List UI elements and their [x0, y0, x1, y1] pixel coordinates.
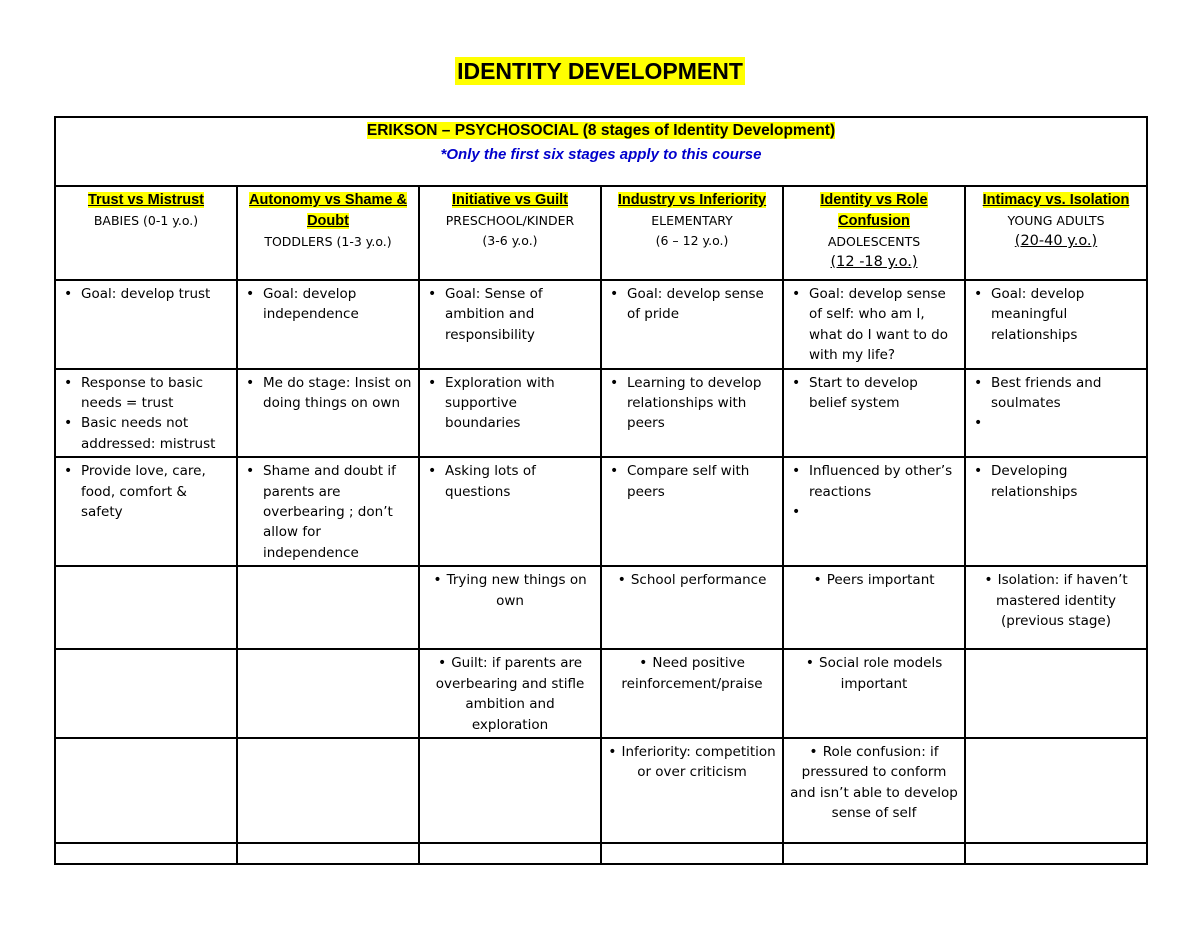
bullet-list: [244, 284, 412, 325]
header-main: ERIKSON – PSYCHOSOCIAL (8 stages of Identity Development): [366, 122, 836, 139]
content-cell: [965, 369, 1147, 458]
empty-cell: [237, 843, 419, 864]
stage-cell: [237, 186, 419, 280]
content-cell: [601, 369, 783, 458]
bullet-list: [972, 373, 1140, 434]
content-cell: [419, 566, 601, 649]
content-cell: [601, 649, 783, 738]
bullet-item: • Influenced by other’s reactions: [790, 461, 958, 502]
empty-cell: [419, 843, 601, 864]
bullet-item: • Goal: develop sense of self: who am I, what do I want to do with my life?: [790, 284, 958, 366]
bullet-item: • Role confusion: if pressured to conform and isn’t able to develop sense of self: [790, 742, 958, 824]
empty-row: [55, 843, 1147, 864]
bullet-list: [426, 570, 594, 611]
content-cell: [419, 649, 601, 738]
bullet-item: • Inferiority: competition or over criticism: [608, 742, 776, 783]
header-note: *Only the first six stages apply to this course: [440, 146, 762, 164]
bullet-item: • Peers important: [790, 570, 958, 590]
empty-cell: [601, 843, 783, 864]
bullet-item: • Social role models important: [790, 653, 958, 694]
content-cell: [55, 280, 237, 369]
bullet-item: • Guilt: if parents are overbearing and stifle ambition and exploration: [426, 653, 594, 735]
bullet-list: [790, 461, 958, 522]
bullet-item: • School performance: [608, 570, 776, 590]
content-cell: [601, 566, 783, 649]
bullet-list: [790, 373, 958, 414]
bullet-list: [62, 373, 230, 455]
content-cell: [601, 280, 783, 369]
bullet-list: [426, 461, 594, 502]
content-cell: [237, 738, 419, 843]
bullet-item: • Goal: develop trust: [62, 284, 230, 304]
content-row: [55, 649, 1147, 738]
stage-age: (3-6 y.o.): [482, 233, 538, 248]
stage-cell: [965, 186, 1147, 280]
stage-group: PRESCHOOL/KINDER: [445, 213, 575, 228]
bullet-list: [790, 570, 958, 590]
stage-group: TODDLERS (1-3 y.o.): [264, 234, 392, 249]
header-cell: [55, 117, 1147, 186]
bullet-list: [244, 373, 412, 414]
stage-age: (6 – 12 y.o.): [655, 233, 729, 248]
stage-group: YOUNG ADULTS: [1007, 213, 1105, 228]
content-cell: [55, 457, 237, 566]
stage-group: ADOLESCENTS: [827, 234, 921, 249]
stage-cell: [419, 186, 601, 280]
content-cell: [965, 457, 1147, 566]
empty-cell: [965, 843, 1147, 864]
stage-name: Initiative vs Guilt: [451, 192, 569, 208]
content-cell: [237, 369, 419, 458]
content-cell: [55, 369, 237, 458]
content-cell: [783, 457, 965, 566]
content-cell: [783, 369, 965, 458]
stage-name: Industry vs Inferiority: [617, 192, 767, 208]
content-cell: [237, 566, 419, 649]
stage-cell: [783, 186, 965, 280]
bullet-list: [608, 653, 776, 694]
bullet-list: [608, 570, 776, 590]
bullet-item: • Asking lots of questions: [426, 461, 594, 502]
bullet-item: • Compare self with peers: [608, 461, 776, 502]
bullet-item: • Developing relationships: [972, 461, 1140, 502]
content-row: [55, 280, 1147, 369]
bullet-list: [426, 653, 594, 735]
content-cell: [601, 457, 783, 566]
bullet-item: • Response to basic needs = trust: [62, 373, 230, 414]
empty-cell: [55, 843, 237, 864]
bullet-list: [608, 284, 776, 325]
stage-name: Autonomy vs Shame & Doubt: [249, 192, 407, 229]
bullet-item: • Isolation: if haven’t mastered identity (previous stage): [972, 570, 1140, 631]
content-cell: [55, 566, 237, 649]
bullet-item: [972, 413, 1140, 433]
stage-age: (20-40 y.o.): [1014, 233, 1098, 249]
content-cell: [783, 738, 965, 843]
content-cell: [237, 649, 419, 738]
bullet-item: • Exploration with supportive boundaries: [426, 373, 594, 434]
content-cell: [965, 280, 1147, 369]
bullet-item: • Shame and doubt if parents are overbearing ; don’t allow for independence: [244, 461, 412, 563]
content-cell: [419, 738, 601, 843]
bullet-item: • Trying new things on own: [426, 570, 594, 611]
content-cell: [783, 566, 965, 649]
content-cell: [237, 457, 419, 566]
bullet-list: [972, 461, 1140, 502]
content-cell: [965, 566, 1147, 649]
bullet-list: [426, 373, 594, 434]
content-cell: [419, 457, 601, 566]
bullet-item: • Goal: develop independence: [244, 284, 412, 325]
bullet-item: • Goal: Sense of ambition and responsibility: [426, 284, 594, 345]
bullet-list: [972, 284, 1140, 345]
stage-group: ELEMENTARY: [651, 213, 733, 228]
bullet-item: • Basic needs not addressed: mistrust: [62, 413, 230, 454]
content-row: [55, 566, 1147, 649]
page-title-text: IDENTITY DEVELOPMENT: [457, 58, 743, 84]
bullet-list: [790, 742, 958, 824]
identity-table: [54, 116, 1148, 865]
stage-group: BABIES (0-1 y.o.): [93, 213, 199, 228]
bullet-list: [244, 461, 412, 563]
bullet-list: [972, 570, 1140, 631]
bullet-list: [608, 461, 776, 502]
stage-cell: [55, 186, 237, 280]
bullet-item: • Start to develop belief system: [790, 373, 958, 414]
content-row: [55, 369, 1147, 458]
bullet-list: [790, 284, 958, 366]
page-title: [0, 58, 1200, 85]
stage-age: (12 -18 y.o.): [830, 254, 918, 270]
content-cell: [55, 738, 237, 843]
bullet-item: • Need positive reinforcement/praise: [608, 653, 776, 694]
stage-cell: [601, 186, 783, 280]
bullet-list: [608, 742, 776, 783]
bullet-item: • Provide love, care, food, comfort & safety: [62, 461, 230, 522]
bullet-item: • Best friends and soulmates: [972, 373, 1140, 414]
bullet-list: [426, 284, 594, 345]
header-row: [55, 117, 1147, 186]
content-row: [55, 738, 1147, 843]
bullet-item: • Goal: develop sense of pride: [608, 284, 776, 325]
bullet-list: [62, 461, 230, 522]
bullet-list: [608, 373, 776, 434]
bullet-list: [62, 284, 230, 304]
stage-name: Trust vs Mistrust: [87, 192, 205, 208]
stage-name: Intimacy vs. Isolation: [982, 192, 1130, 208]
content-cell: [55, 649, 237, 738]
content-cell: [783, 649, 965, 738]
content-cell: [965, 738, 1147, 843]
bullet-item: • Me do stage: Insist on doing things on own: [244, 373, 412, 414]
content-cell: [419, 280, 601, 369]
content-cell: [419, 369, 601, 458]
content-row: [55, 457, 1147, 566]
stage-name: Identity vs Role Confusion: [820, 192, 928, 229]
content-cell: [601, 738, 783, 843]
content-cell: [783, 280, 965, 369]
bullet-item: • Learning to develop relationships with peers: [608, 373, 776, 434]
bullet-item: • Goal: develop meaningful relationships: [972, 284, 1140, 345]
empty-cell: [783, 843, 965, 864]
content-cell: [965, 649, 1147, 738]
stage-row: [55, 186, 1147, 280]
bullet-item: [790, 502, 958, 522]
bullet-list: [790, 653, 958, 694]
content-cell: [237, 280, 419, 369]
